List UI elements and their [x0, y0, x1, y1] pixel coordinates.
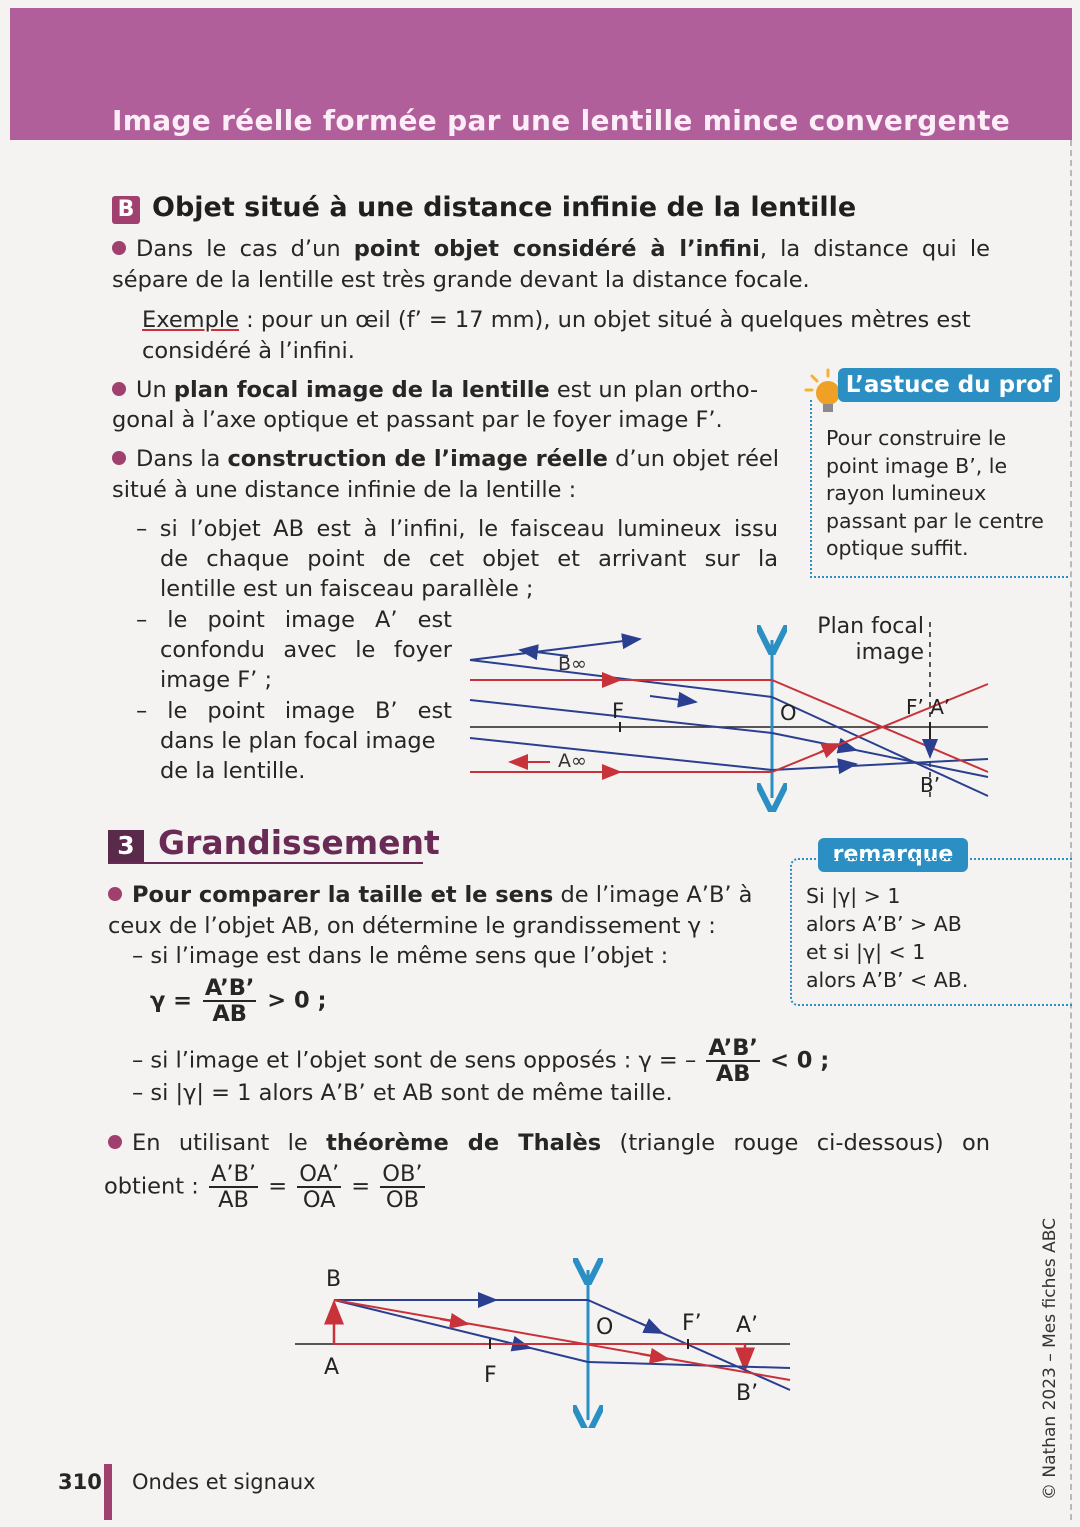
- label-bprime: B’: [736, 1381, 759, 1406]
- copyright: © Nathan 2023 – Mes fiches ABC: [1040, 1218, 1060, 1500]
- example-line-2: considéré à l’infini.: [142, 338, 355, 364]
- list-item-1-line-2: de chaque point de cet objet et arrivant sur la: [160, 546, 778, 572]
- section-3-paragraph-1-line-2: ceux de l’objet AB, on détermine le grandissement γ :: [108, 913, 716, 939]
- section-b-paragraph-2: Un plan focal image de la lentille est un plan ortho-: [112, 375, 758, 405]
- list-item-2-line-2: confondu avec le foyer: [160, 637, 452, 663]
- label-fprime: F’: [682, 1311, 702, 1336]
- label-focal-plane: Plan focal image: [817, 614, 924, 665]
- bullet-icon: [112, 241, 126, 255]
- ray-blue-3: [470, 738, 772, 770]
- section-3-paragraph-1: Pour comparer la taille et le sens de l’image A’B’ à: [108, 880, 752, 910]
- diagram-thales: [290, 1258, 800, 1428]
- list-item-1-line-3: lentille est un faisceau parallèle ;: [160, 576, 534, 602]
- label-a-infinity: A∞: [558, 750, 587, 772]
- section-b-title: Objet situé à une distance infinie de la lentille: [152, 192, 857, 223]
- label-bprime: B’: [920, 773, 941, 797]
- formula-gamma-positive: γ = $\frac{A’B’}{AB}$ > 0 ;: [150, 975, 327, 1027]
- list-item-3-line-2: dans le plan focal image: [160, 728, 436, 754]
- page-number: 310: [58, 1470, 102, 1494]
- section-b-paragraph-1-line-2: sépare de la lentille est très grande devant la distance focale.: [112, 267, 810, 293]
- section-b-badge: B: [112, 196, 140, 224]
- section-3-underline: [108, 862, 423, 864]
- remark-text: Si |γ| > 1 alors A’B’ > AB et si |γ| < 1 alors A’B’ < AB.: [806, 884, 969, 992]
- label-aprime: A’: [736, 1313, 759, 1338]
- tip-label: L’astuce du prof: [838, 368, 1060, 402]
- section-3-title: Grandissement: [158, 823, 440, 862]
- list-item-1-line-1: – si l’objet AB est à l’infini, le faisceau lumineux issu: [136, 516, 778, 542]
- section-b-paragraph-2-line-2: gonal à l’axe optique et passant par le foyer image F’.: [112, 407, 723, 433]
- section-3-badge: 3: [108, 830, 144, 862]
- thales-formula: obtient : $\frac{A’B’}{AB}$ = $\frac{OA’}{OA}$ = $\frac{OB’}{OB}$: [104, 1161, 423, 1213]
- example-label: Exemple: [142, 307, 239, 333]
- bullet-icon: [108, 887, 122, 901]
- label-b: B: [326, 1267, 342, 1292]
- label-f: F: [484, 1363, 497, 1388]
- list-item-opposite-sense: – si l’image et l’objet sont de sens opposés : γ = – $\frac{A’B’}{AB}$ < 0 ;: [132, 1035, 830, 1087]
- list-item-3-line-3: de la lentille.: [160, 758, 306, 784]
- fraction-ab: $\frac{A’B’}{AB}$: [204, 975, 255, 1027]
- page-title: Image réelle formée par une lentille mince convergente: [112, 104, 1011, 137]
- label-o: O: [780, 701, 797, 725]
- list-item-3-line-1: – le point image B’ est: [136, 698, 452, 724]
- fraction-ab-negative: $\frac{A’B’}{AB}$: [708, 1035, 758, 1087]
- list-item-2-line-3: image F’ ;: [160, 667, 273, 693]
- ray-blue-1: [470, 660, 772, 697]
- section-b-paragraph-3-line-2: situé à une distance infinie de la lentille :: [112, 477, 577, 503]
- list-item-2-line-1: – le point image A’ est: [136, 607, 452, 633]
- footer-bar: [104, 1464, 112, 1520]
- label-b-infinity: B∞: [558, 653, 587, 675]
- section-b-paragraph-1: Dans le cas d’un point objet considéré à l’infini, la distance qui le: [112, 234, 990, 264]
- bullet-icon: [112, 451, 126, 465]
- section-b-paragraph-3: Dans la construction de l’image réelle d’un objet réel: [112, 444, 779, 474]
- section-3-paragraph-2: En utilisant le théorème de Thalès (triangle rouge ci-dessous) on: [108, 1128, 990, 1158]
- list-item-same-size: – si |γ| = 1 alors A’B’ et AB sont de même taille.: [132, 1080, 673, 1106]
- bullet-icon: [108, 1135, 122, 1149]
- label-f: F: [612, 699, 625, 723]
- list-item-same-sense: – si l’image est dans le même sens que l’objet :: [132, 943, 669, 969]
- remark-label: remarque: [818, 838, 968, 872]
- example-line-1: Exemple : pour un œil (f’ = 17 mm), un objet situé à quelques mètres est: [142, 307, 971, 333]
- footer-section: Ondes et signaux: [132, 1470, 316, 1494]
- label-a: A: [324, 1355, 340, 1380]
- bullet-icon: [112, 382, 126, 396]
- label-fprime-aprime: F’ A’: [906, 695, 951, 719]
- label-o: O: [596, 1315, 614, 1340]
- tip-text: Pour construire le point image B’, le rayon lumineux passant par le centre optique suffit.: [826, 426, 1044, 560]
